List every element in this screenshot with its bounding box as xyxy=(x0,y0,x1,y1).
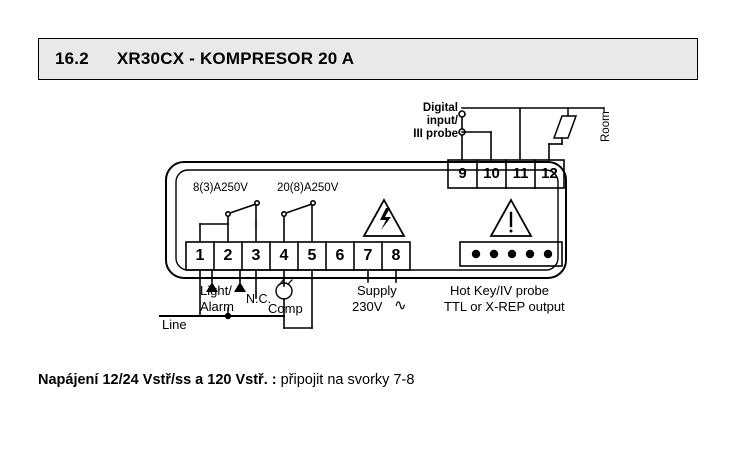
terminal-3: 3 xyxy=(251,247,261,264)
relay-rating-right: 20(8)A250V xyxy=(277,182,339,194)
section-title: XR30CX - KOMPRESOR 20 A xyxy=(116,49,355,68)
nc-label: N.C. xyxy=(246,292,271,306)
terminal-12: 12 xyxy=(541,165,558,182)
line-label: Line xyxy=(162,317,187,332)
hotkey-label-line2: TTL or X-REP output xyxy=(444,299,565,314)
digital-input-label-line1: Digital xyxy=(422,102,458,114)
supply-label-line1: Supply xyxy=(357,283,397,298)
terminal-7: 7 xyxy=(363,247,373,264)
caption xyxy=(38,372,414,388)
terminal-11: 11 xyxy=(512,165,529,182)
terminal-2: 2 xyxy=(223,247,233,264)
wiring-diagram-svg xyxy=(0,86,734,366)
supply-label-line2: 230V xyxy=(352,299,383,314)
terminal-6: 6 xyxy=(335,247,345,264)
light-alarm-label-line1: Light/ xyxy=(200,283,232,298)
terminal-9: 9 xyxy=(458,165,467,182)
section-number: 16.2 xyxy=(55,49,89,68)
hotkey-label-line1: Hot Key/IV probe xyxy=(450,283,549,298)
terminal-8: 8 xyxy=(391,247,401,264)
terminal-10: 10 xyxy=(483,165,500,182)
terminal-1: 1 xyxy=(195,247,205,264)
digital-input-label-line2: input/ xyxy=(426,115,458,127)
section-header xyxy=(38,38,698,80)
comp-label: Comp xyxy=(268,301,303,316)
caption-bold: Napájení 12/24 Vstř/ss a 120 Vstř. : xyxy=(38,372,277,388)
light-alarm-label-line2: Alarm xyxy=(200,299,234,314)
terminal-5: 5 xyxy=(307,247,317,264)
wiring-diagram xyxy=(0,86,734,366)
supply-ac-symbol: ∿ xyxy=(394,297,407,314)
terminal-4: 4 xyxy=(279,247,289,264)
digital-input-label-line3: III probe xyxy=(413,128,458,140)
room-sensor-label: Room xyxy=(600,111,612,142)
relay-rating-left: 8(3)A250V xyxy=(193,182,248,194)
caption-rest: připojit na svorky 7-8 xyxy=(276,372,415,388)
